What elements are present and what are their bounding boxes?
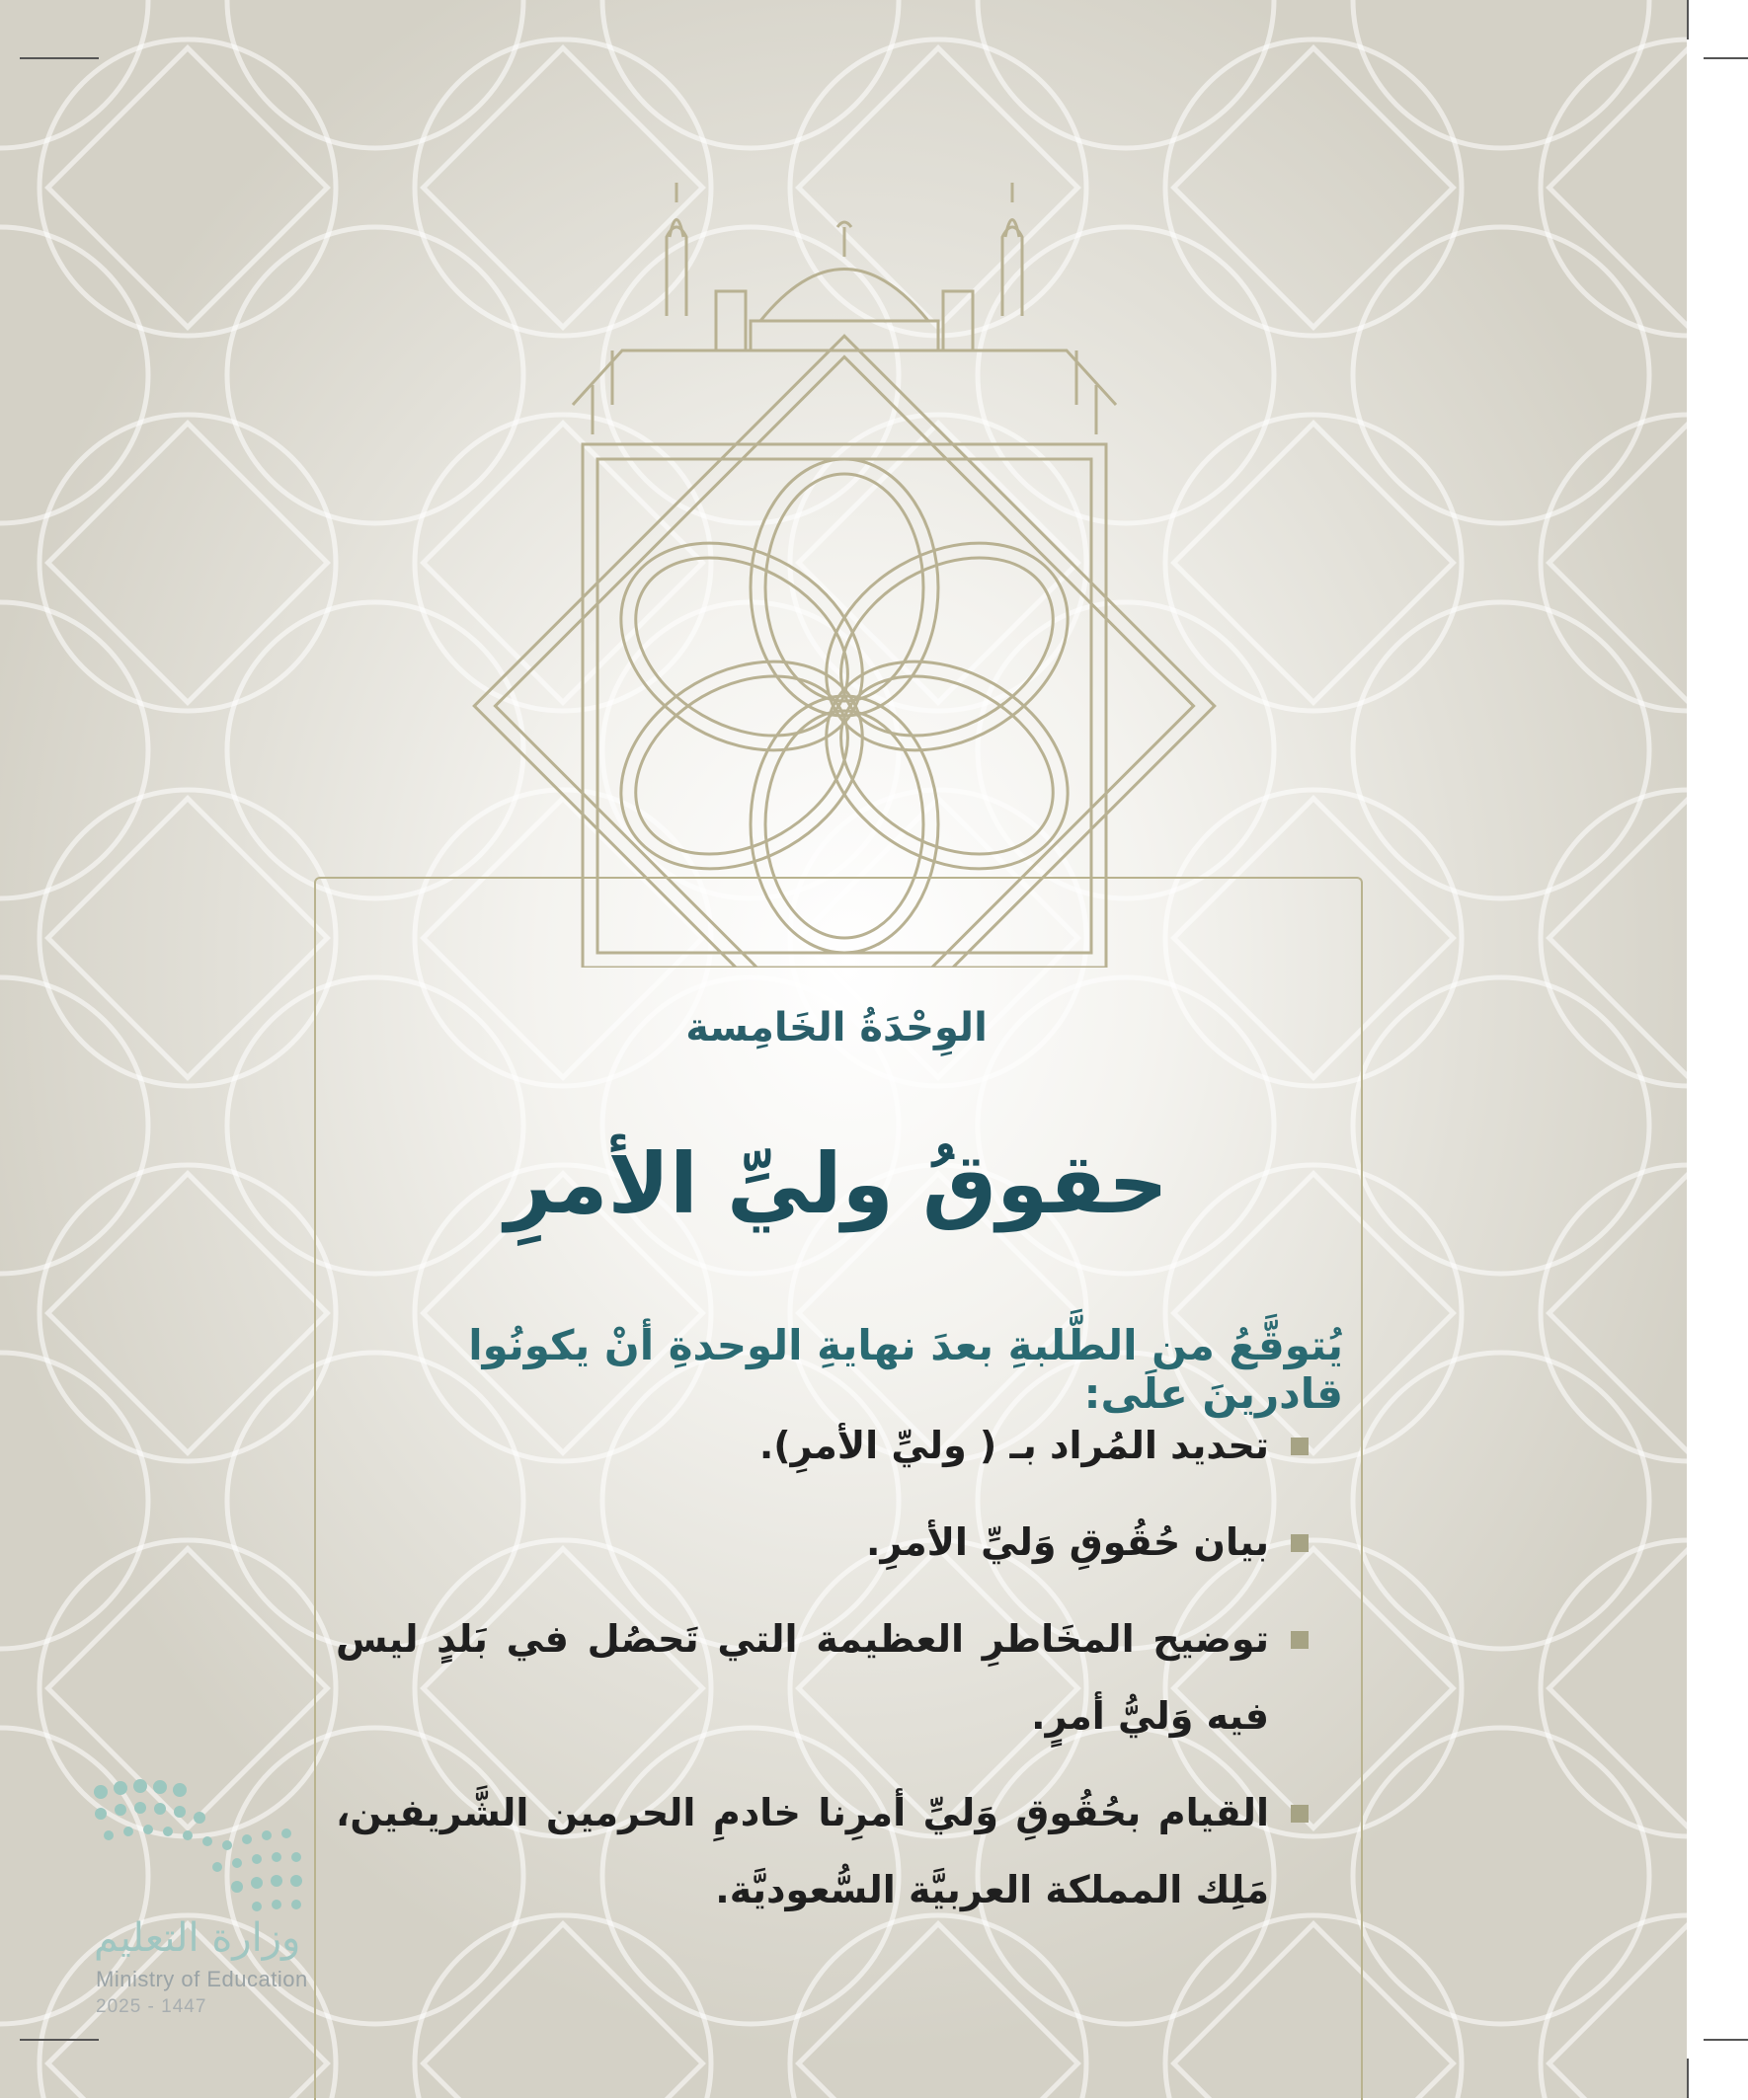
objective-item: [336, 1407, 1309, 1484]
objectives-list: [336, 1407, 1309, 1948]
ministry-name-english: Ministry of Education: [96, 1967, 308, 1991]
objective-item: [336, 1504, 1309, 1581]
square-bullet-icon: [1291, 1631, 1309, 1649]
mosque-rosette-emblem: [464, 109, 1225, 968]
crop-mark: [20, 2039, 99, 2041]
objective-text: تحديد المُراد بـ ( وليِّ الأمرِ).: [758, 1424, 1269, 1467]
objective-text: توضيح المخَاطرِ العظيمة التي تَحصُل في بَلدٍ ليس فيه وَليُّ أمرٍ.: [336, 1617, 1269, 1738]
edition-year: 2025 - 1447: [96, 1996, 207, 2017]
square-bullet-icon: [1291, 1805, 1309, 1823]
ministry-logo-dots: [89, 1772, 316, 1920]
objective-item: [336, 1600, 1309, 1754]
crop-mark: [1704, 2039, 1748, 2041]
objective-text: بيان حُقُوقِ وَليِّ الأمرِ.: [866, 1520, 1269, 1564]
ministry-name-arabic: وزارة التعليم: [94, 1915, 301, 1961]
square-bullet-icon: [1291, 1534, 1309, 1552]
crop-mark: [1704, 57, 1748, 59]
learning-outcomes-intro: يُتوقَّعُ من الطَّلبةِ بعدَ نهايةِ الوحدةِ أنْ يكونُوا قادرينَ علَى:: [468, 1321, 1343, 1418]
unit-title: حقوقُ وليِّ الأمرِ: [505, 1135, 1168, 1232]
square-bullet-icon: [1291, 1438, 1309, 1455]
crop-mark: [20, 57, 99, 59]
crop-mark: [1687, 0, 1689, 39]
unit-number-label: الوِحْدَةُ الخَامِسة: [685, 1005, 988, 1050]
objective-item: [336, 1774, 1309, 1928]
crop-mark: [1687, 2059, 1689, 2098]
objective-text: القيام بحُقُوقِ وَليِّ أمرِنا خادمِ الحرمين الشَّريفين، مَلِك المملكة العربيَّة السُّعوديَّة.: [336, 1791, 1269, 1911]
